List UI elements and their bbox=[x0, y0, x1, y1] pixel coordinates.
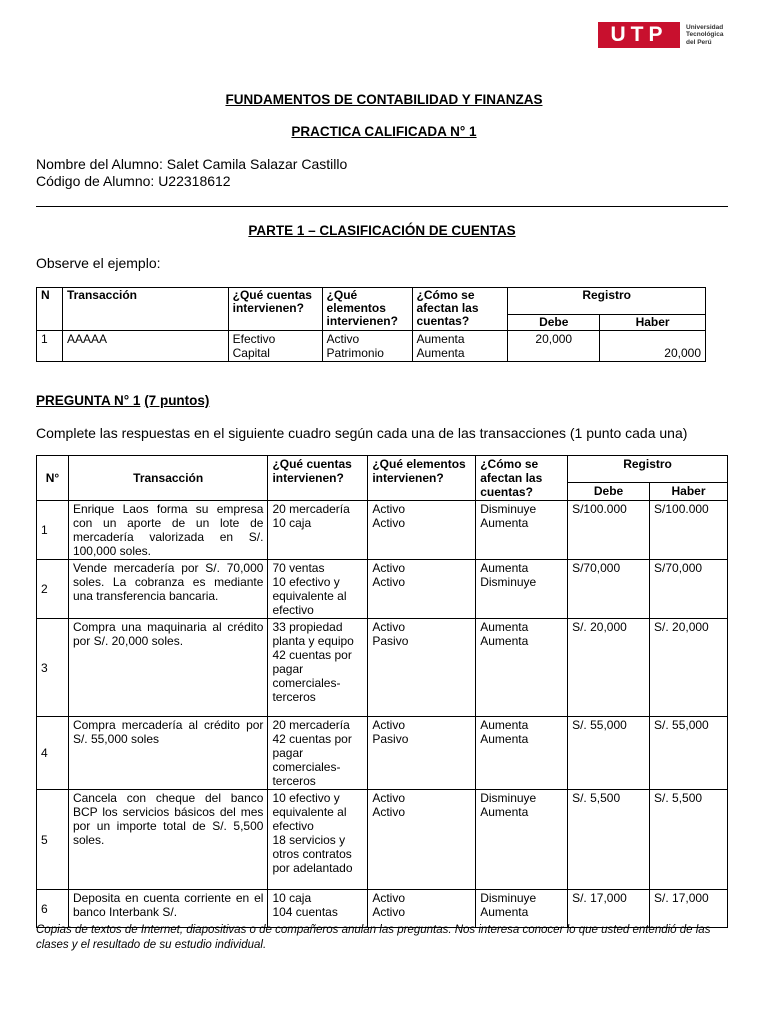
cell-cuentas: 33 propiedad planta y equipo 42 cuentas por pagar comerciales-terceros bbox=[268, 619, 368, 717]
cell-debe: S/. 20,000 bbox=[568, 619, 650, 717]
student-name: Nombre del Alumno: Salet Camila Salazar Castillo bbox=[36, 156, 348, 172]
cell-debe: S/. 5,500 bbox=[568, 790, 650, 890]
table-header-row bbox=[37, 456, 728, 483]
cell-haber: S/100.000 bbox=[650, 501, 728, 560]
header-elementos: ¿Qué elementos intervienen? bbox=[322, 288, 412, 331]
cell-cuentas: 10 caja 104 cuentas bbox=[268, 890, 368, 928]
utp-logo bbox=[598, 22, 723, 48]
header-transaccion: Transacción bbox=[62, 288, 228, 331]
cell-n: 2 bbox=[37, 560, 69, 619]
cell-n: 1 bbox=[37, 331, 63, 362]
header-haber: Haber bbox=[650, 483, 728, 501]
student-code: Código de Alumno: U22318612 bbox=[36, 173, 231, 189]
cell-elementos: Activo Pasivo bbox=[368, 717, 476, 790]
footnote: Copias de textos de Internet, diapositivas o de compañeros anulan las preguntas. Nos interesa conocer lo que usted entendió de las clases y el resultado de su estudio individual. bbox=[36, 924, 711, 951]
cell-transaccion: Compra una maquinaria al crédito por S/. 20,000 soles. bbox=[68, 619, 267, 717]
header-n: N° bbox=[37, 456, 69, 501]
cell-como: Aumenta Aumenta bbox=[476, 717, 568, 790]
cell-n: 1 bbox=[37, 501, 69, 560]
course-title: FUNDAMENTOS DE CONTABILIDAD Y FINANZAS bbox=[225, 92, 543, 107]
cell-como: Disminuye Aumenta bbox=[476, 890, 568, 928]
cell-haber: S/. 5,500 bbox=[650, 790, 728, 890]
table-row bbox=[37, 560, 728, 619]
header-registro: Registro bbox=[568, 456, 728, 483]
table-row bbox=[37, 331, 706, 362]
cell-elementos: Activo Activo bbox=[368, 790, 476, 890]
cell-elementos: Activo Activo bbox=[368, 560, 476, 619]
header-como: ¿Cómo se afectan las cuentas? bbox=[412, 288, 508, 331]
header-cuentas: ¿Qué cuentas intervienen? bbox=[268, 456, 368, 501]
cell-transaccion: Cancela con cheque del banco BCP los servicios básicos del mes por un importe total de S/. 5,500 soles. bbox=[68, 790, 267, 890]
cell-cuentas: 20 mercadería 10 caja bbox=[268, 501, 368, 560]
table-row bbox=[37, 790, 728, 890]
divider bbox=[36, 206, 728, 207]
table-row bbox=[37, 501, 728, 560]
cell-debe: S/. 17,000 bbox=[568, 890, 650, 928]
header-haber: Haber bbox=[600, 315, 706, 331]
cell-haber: S/. 17,000 bbox=[650, 890, 728, 928]
header-elementos: ¿Qué elementos intervienen? bbox=[368, 456, 476, 501]
table-header-row bbox=[37, 288, 706, 315]
cell-como: Disminuye Aumenta bbox=[476, 501, 568, 560]
cell-debe: S/70,000 bbox=[568, 560, 650, 619]
header-debe: Debe bbox=[508, 315, 600, 331]
cell-elementos: Activo Pasivo bbox=[368, 619, 476, 717]
cell-n: 5 bbox=[37, 790, 69, 890]
header-transaccion: Transacción bbox=[68, 456, 267, 501]
cell-como: Disminuye Aumenta bbox=[476, 790, 568, 890]
cell-debe: S/100.000 bbox=[568, 501, 650, 560]
cell-cuentas: 20 mercadería 42 cuentas por pagar comerciales-terceros bbox=[268, 717, 368, 790]
example-table bbox=[36, 287, 706, 362]
cell-haber: S/70,000 bbox=[650, 560, 728, 619]
cell-transaccion: Enrique Laos forma su empresa con un aporte de un lote de mercadería valorizada en S/. 100,000 soles. bbox=[68, 501, 267, 560]
question1-rows bbox=[37, 501, 728, 928]
header-registro: Registro bbox=[508, 288, 706, 315]
cell-haber: S/. 20,000 bbox=[650, 619, 728, 717]
cell-transaccion: Compra mercadería al crédito por S/. 55,000 soles bbox=[68, 717, 267, 790]
cell-cuentas: 70 ventas 10 efectivo y equivalente al efectivo bbox=[268, 560, 368, 619]
question1-instruction: Complete las respuestas en el siguiente cuadro según cada una de las transacciones (1 punto cada una) bbox=[36, 425, 688, 441]
question1-label: PREGUNTA N° 1 bbox=[36, 393, 141, 408]
cell-transaccion: AAAAA bbox=[62, 331, 228, 362]
cell-elementos: Activo Activo bbox=[368, 501, 476, 560]
question1-heading bbox=[36, 393, 209, 408]
cell-n: 6 bbox=[37, 890, 69, 928]
cell-cuentas: 10 efectivo y equivalente al efectivo 18 servicios y otros contratos por adelantado bbox=[268, 790, 368, 890]
logo-abbr: UTP bbox=[598, 22, 680, 48]
cell-haber: S/. 55,000 bbox=[650, 717, 728, 790]
cell-transaccion: Vende mercadería por S/. 70,000 soles. La cobranza es mediante una transferencia bancaria. bbox=[68, 560, 267, 619]
part1-title: PARTE 1 – CLASIFICACIÓN DE CUENTAS bbox=[248, 223, 516, 238]
header-n: N bbox=[37, 288, 63, 331]
cell-elementos: Activo Activo bbox=[368, 890, 476, 928]
cell-cuentas: Efectivo Capital bbox=[228, 331, 322, 362]
cell-debe: 20,000 bbox=[508, 331, 600, 362]
cell-n: 4 bbox=[37, 717, 69, 790]
table-row bbox=[37, 890, 728, 928]
header-debe: Debe bbox=[568, 483, 650, 501]
header-cuentas: ¿Qué cuentas intervienen? bbox=[228, 288, 322, 331]
cell-como: Aumenta Aumenta bbox=[476, 619, 568, 717]
question1-points: (7 puntos) bbox=[144, 393, 210, 408]
question1-table bbox=[36, 455, 728, 928]
header-como: ¿Cómo se afectan las cuentas? bbox=[476, 456, 568, 501]
cell-haber: 20,000 bbox=[600, 331, 706, 362]
cell-elementos: Activo Patrimonio bbox=[322, 331, 412, 362]
table-row bbox=[37, 717, 728, 790]
logo-university-name: Universidad Tecnológica del Perú bbox=[686, 23, 724, 46]
cell-debe: S/. 55,000 bbox=[568, 717, 650, 790]
cell-n: 3 bbox=[37, 619, 69, 717]
exam-title: PRACTICA CALIFICADA N° 1 bbox=[291, 124, 477, 139]
cell-como: Aumenta Disminuye bbox=[476, 560, 568, 619]
part1-intro: Observe el ejemplo: bbox=[36, 255, 161, 271]
cell-como: Aumenta Aumenta bbox=[412, 331, 508, 362]
cell-transaccion: Deposita en cuenta corriente en el banco Interbank S/. bbox=[68, 890, 267, 928]
table-row bbox=[37, 619, 728, 717]
